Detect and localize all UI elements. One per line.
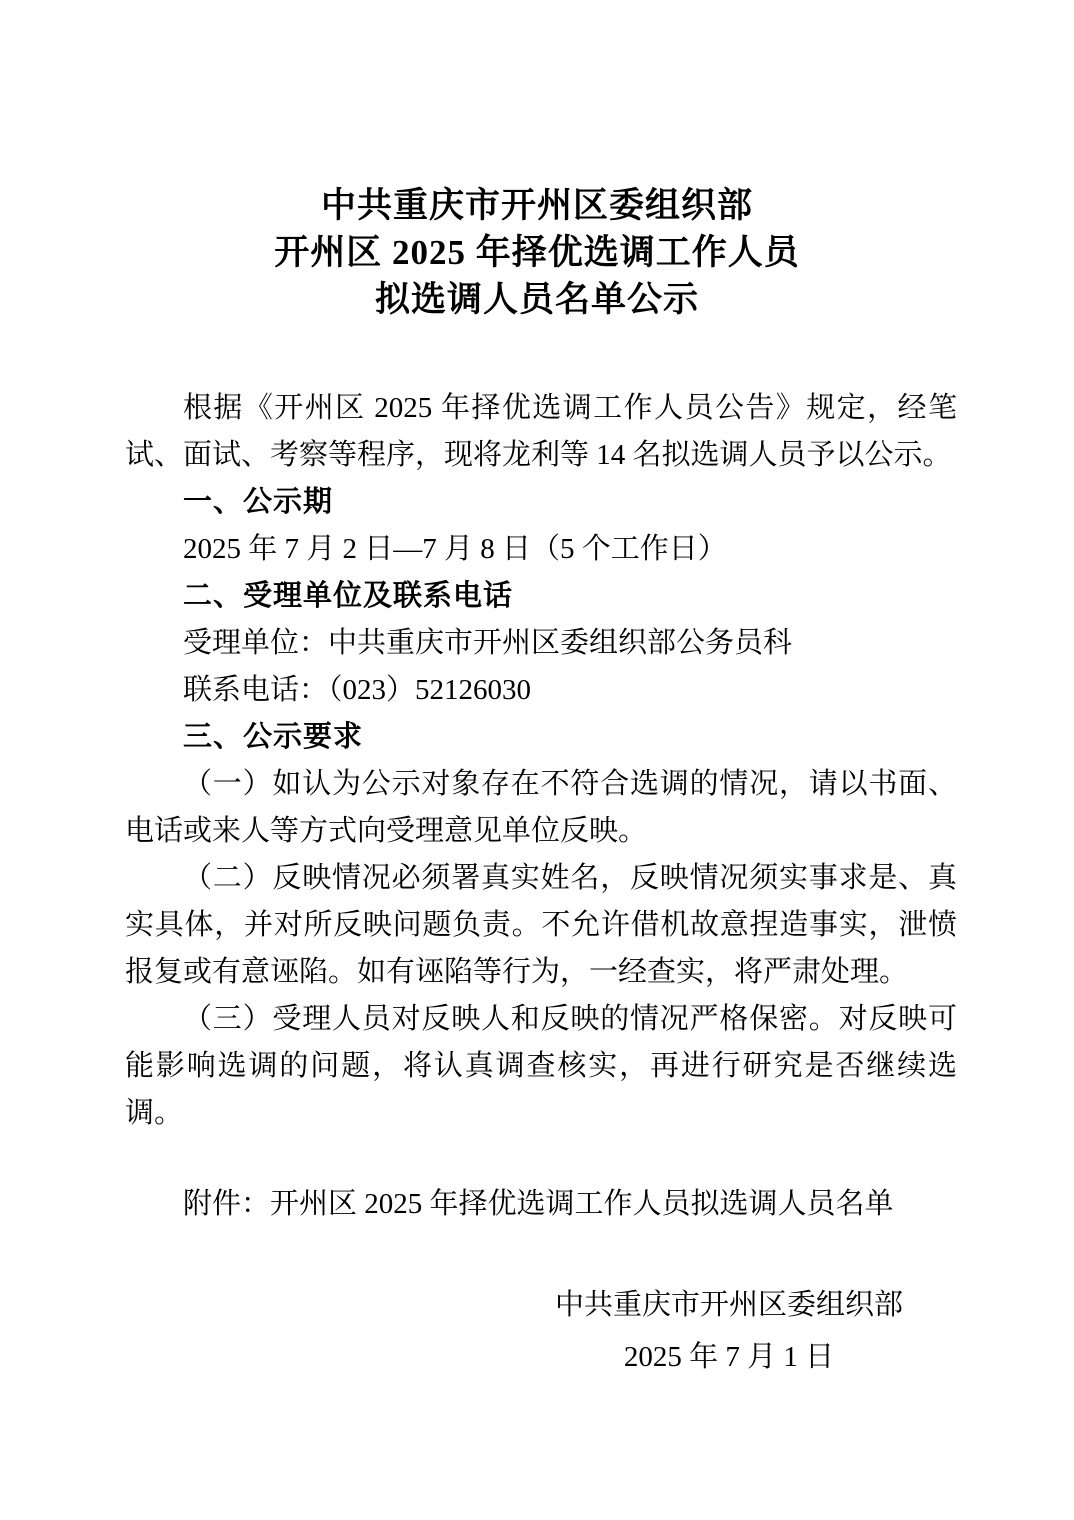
signature-date: 2025 年 7 月 1 日 (623, 1341, 835, 1373)
title-line-1: 中共重庆市开州区委组织部 (320, 186, 753, 225)
section-3-item-2: （二）反映情况必须署真实姓名，反映情况须实事求是、真实具体，并对所反映问题负责。不允许借机故意捏造事实，泄愤报复或有意诬陷。如有诬陷等行为，一经查实，将严肃处理。 (125, 862, 957, 988)
section-3-item-3: （三）受理人员对反映人和反映的情况严格保密。对反映可能影响选调的问题，将认真调查核实，再进行研究是否继续选调。 (125, 1003, 957, 1129)
section-1-period: 2025 年 7 月 2 日—7 月 8 日（5 个工作日） (183, 533, 727, 565)
title-line-2: 开州区 2025 年择优选调工作人员 (274, 233, 800, 272)
section-3-item-1: （一）如认为公示对象存在不符合选调的情况，请以书面、电话或来人等方式向受理意见单位反映。 (125, 768, 957, 847)
section-2-contact-phone: 联系电话：（023）52126030 (183, 674, 532, 706)
document-title (0, 182, 1074, 323)
section-2-heading: 二、受理单位及联系电话 (183, 580, 514, 612)
attachment-line: 附件：开州区 2025 年择优选调工作人员拟选调人员名单 (183, 1188, 894, 1220)
intro-paragraph: 根据《开州区 2025 年择优选调工作人员公告》规定，经笔试、面试、考察等程序，现将龙利等 14 名拟选调人员予以公示。 (125, 392, 957, 471)
section-3-heading: 三、公示要求 (183, 721, 364, 753)
signature-org: 中共重庆市开州区委组织部 (554, 1289, 903, 1321)
title-line-3: 拟选调人员名单公示 (374, 280, 699, 319)
section-1-heading: 一、公示期 (183, 486, 334, 518)
section-2-accepting-unit: 受理单位：中共重庆市开州区委组织部公务员科 (183, 627, 793, 659)
signature-block (555, 1279, 903, 1383)
document-body (125, 385, 957, 1228)
